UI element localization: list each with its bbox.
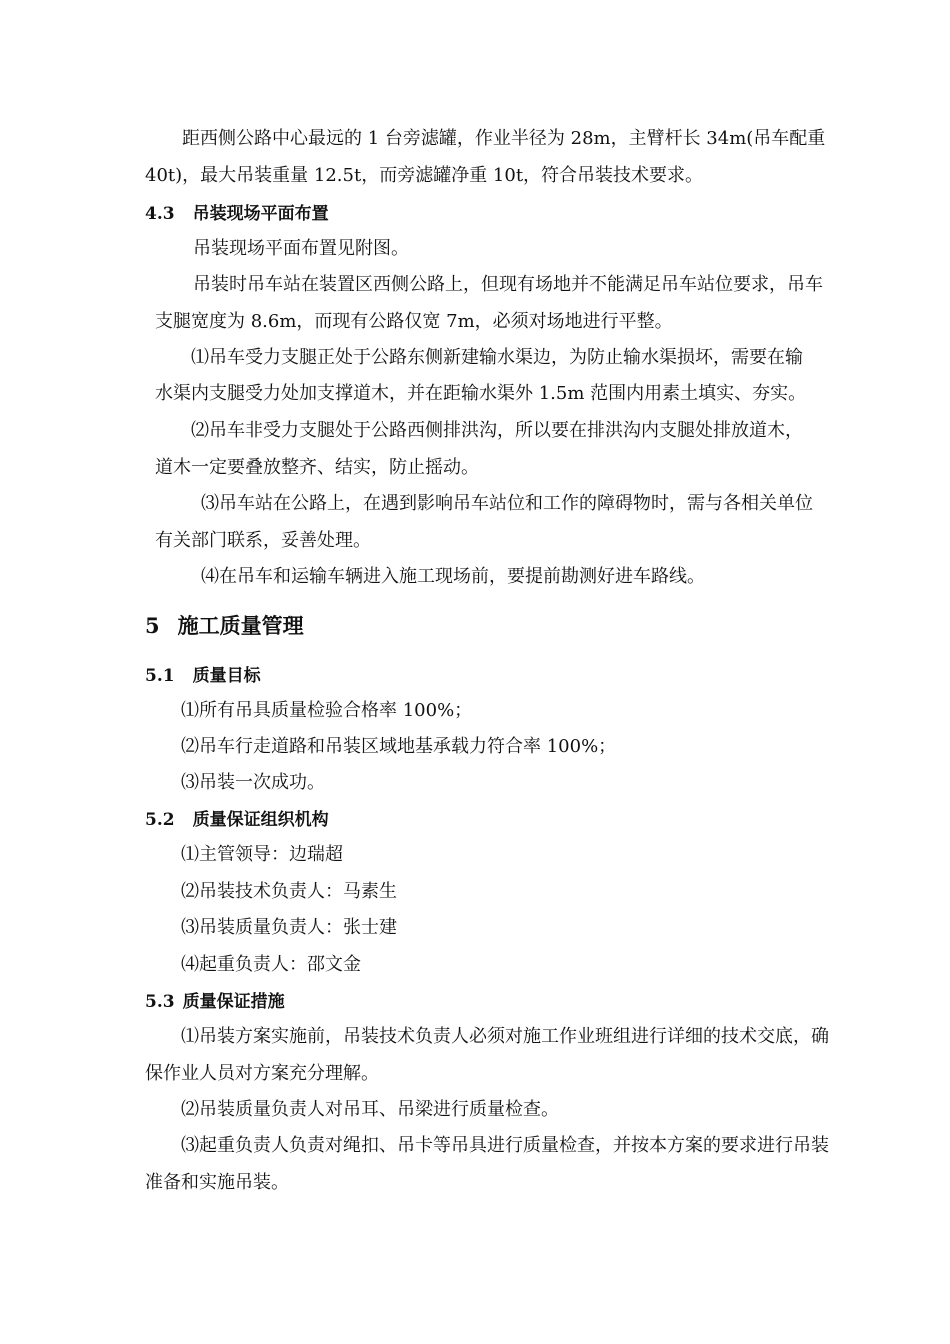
list-item: ⑷在吊车和运输车辆进入施工现场前，要提前勘测好进车路线。 <box>201 566 705 587</box>
list-item: ⑵吊车行走道路和吊装区域地基承载力符合率 100%； <box>181 736 617 757</box>
paragraph-line: 距西侧公路中心最远的 1 台旁滤罐，作业半径为 28m，主臂杆长 34m(吊车配重 <box>182 128 826 149</box>
section-heading-5-3 <box>145 990 285 1014</box>
section-number: 5.3 <box>145 992 175 1012</box>
chapter-heading-5 <box>145 612 304 640</box>
list-item: ⑶起重负责人负责对绳扣、吊卡等吊具进行质量检查，并按本方案的要求进行吊装 <box>181 1135 829 1156</box>
list-item: ⑶吊车站在公路上，在遇到影响吊车站位和工作的障碍物时，需与各相关单位 <box>201 493 813 514</box>
list-item: ⑵吊装技术负责人：马素生 <box>181 881 397 902</box>
section-heading-4-3 <box>145 202 329 226</box>
list-item: 水渠内支腿受力处加支撑道木，并在距输水渠外 1.5m 范围内用素土填实、夯实。 <box>155 383 807 404</box>
list-item: ⑶吊装一次成功。 <box>181 772 325 793</box>
list-item: ⑵吊装质量负责人对吊耳、吊梁进行质量检查。 <box>181 1099 559 1120</box>
list-item: ⑷起重负责人：邵文金 <box>181 954 361 975</box>
section-title: 质量目标 <box>192 666 261 686</box>
list-item: ⑴吊装方案实施前，吊装技术负责人必须对施工作业班组进行详细的技术交底，确 <box>181 1026 829 1047</box>
list-item: ⑴所有吊具质量检验合格率 100%； <box>181 700 473 721</box>
section-title: 质量保证组织机构 <box>192 810 329 830</box>
list-item: ⑵吊车非受力支腿处于公路西侧排洪沟，所以要在排洪沟内支腿处排放道木， <box>191 420 803 441</box>
paragraph-line: 吊装现场平面布置见附图。 <box>193 238 409 259</box>
list-item: ⑴吊车受力支腿正处于公路东侧新建输水渠边，为防止输水渠损坏，需要在输 <box>191 347 803 368</box>
paragraph-line: 40t)，最大吊装重量 12.5t，而旁滤罐净重 10t，符合吊装技术要求。 <box>145 165 704 186</box>
list-item: 准备和实施吊装。 <box>145 1172 289 1193</box>
list-item: ⑴主管领导：边瑞超 <box>181 844 343 865</box>
section-title: 质量保证措施 <box>182 992 285 1012</box>
section-title: 吊装现场平面布置 <box>192 204 329 224</box>
section-heading-5-1 <box>145 664 261 688</box>
list-item: 保作业人员对方案充分理解。 <box>145 1063 379 1084</box>
list-item: 有关部门联系，妥善处理。 <box>155 530 371 551</box>
chapter-title: 施工质量管理 <box>177 613 304 638</box>
section-number: 5.1 <box>145 666 175 686</box>
paragraph-line: 支腿宽度为 8.6m，而现有公路仅宽 7m，必须对场地进行平整。 <box>155 311 673 332</box>
list-item: 道木一定要叠放整齐、结实，防止摇动。 <box>155 457 479 478</box>
section-number: 4.3 <box>145 204 175 224</box>
section-number: 5.2 <box>145 810 175 830</box>
section-heading-5-2 <box>145 808 329 832</box>
list-item: ⑶吊装质量负责人：张士建 <box>181 917 397 938</box>
chapter-number: 5 <box>145 613 160 638</box>
paragraph-line: 吊装时吊车站在装置区西侧公路上，但现有场地并不能满足吊车站位要求，吊车 <box>193 274 823 295</box>
